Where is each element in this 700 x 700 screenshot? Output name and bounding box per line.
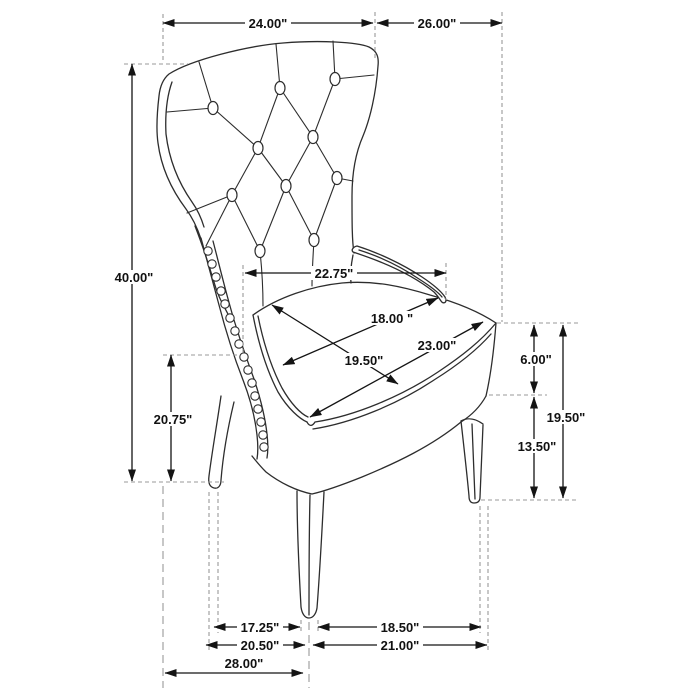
dim-label-overall-height: 40.00" xyxy=(114,270,154,285)
dim-label-seat-thickness: 6.00" xyxy=(520,352,552,367)
dimension-lines xyxy=(132,23,563,673)
chair-artwork xyxy=(157,41,496,618)
dim-label-seat-width: 19.50" xyxy=(344,353,384,368)
dim-label-overall-depth: 26.00" xyxy=(417,16,457,31)
dim-label-base-right: 21.00" xyxy=(380,638,420,653)
seat-skirt-top-edge xyxy=(313,334,491,429)
right-arm-scroll xyxy=(352,246,446,303)
seat-left-rim-inner xyxy=(258,316,308,417)
seat-front-rim xyxy=(307,323,496,425)
dim-label-back-width: 24.00" xyxy=(248,16,288,31)
dim-label-seat-back-width: 18.00 " xyxy=(370,311,414,326)
seat-skirt-bottom-edge xyxy=(252,396,486,494)
dim-label-arm-height: 20.75" xyxy=(153,412,193,427)
dim-label-leg-height: 13.50" xyxy=(517,439,557,454)
chair-back-outline xyxy=(157,42,378,253)
nailhead-trim xyxy=(204,247,268,451)
extension-lines xyxy=(124,12,578,688)
dim-label-leg-span-left: 17.25" xyxy=(240,620,280,635)
dim-label-seat-depth: 23.00" xyxy=(417,338,457,353)
dim-label-seat-height: 19.50" xyxy=(546,410,586,425)
dim-label-inner-width: 22.75" xyxy=(314,266,354,281)
dim-label-base-left: 20.50" xyxy=(240,638,280,653)
chair-back-roll-edge xyxy=(166,82,204,227)
dim-label-base-total: 28.00" xyxy=(224,656,264,671)
dim-label-leg-span-right: 18.50" xyxy=(380,620,420,635)
dimension-labels xyxy=(111,16,589,671)
back-left-leg xyxy=(209,396,234,488)
front-right-leg xyxy=(461,419,483,503)
front-left-leg xyxy=(297,491,324,618)
